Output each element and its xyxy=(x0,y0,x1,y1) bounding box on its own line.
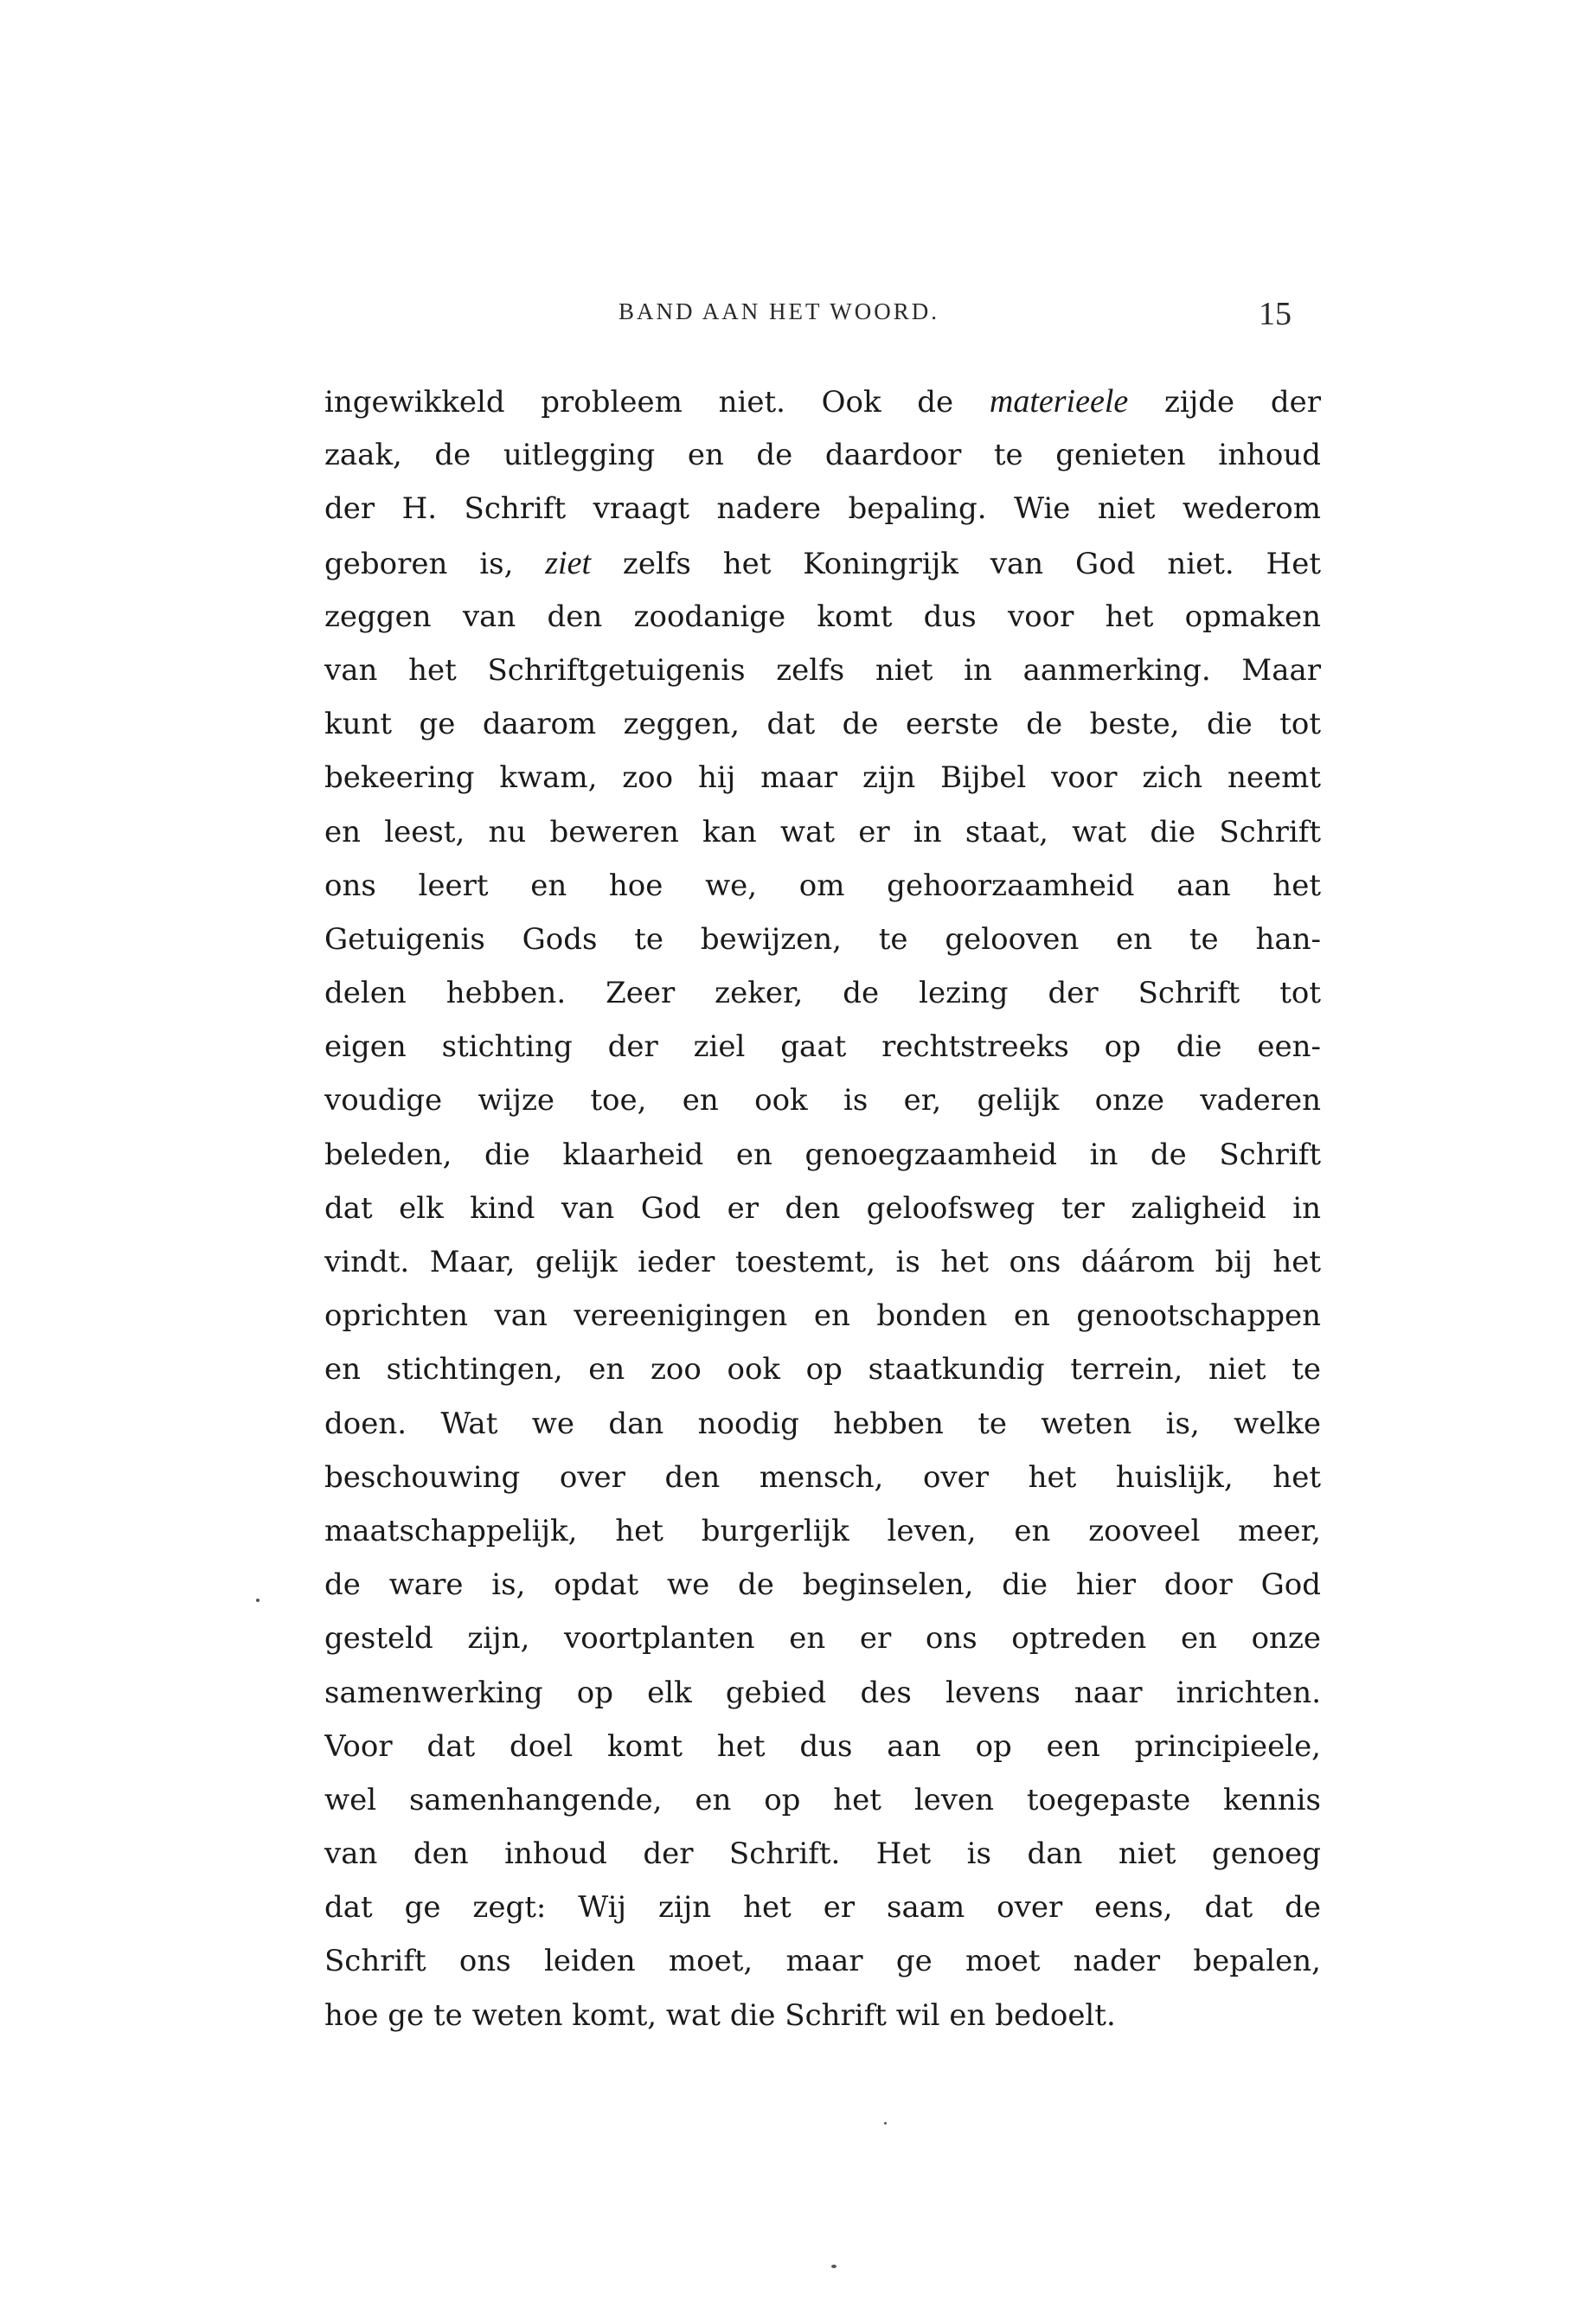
text-segment: dat ge zegt: Wij zijn het er saam over eens, dat de xyxy=(324,1890,1321,1926)
scan-speck xyxy=(256,1599,260,1602)
text-segment: ons leert en hoe we, om gehoorzaamheid aan het xyxy=(324,868,1321,903)
text-line xyxy=(324,482,1321,535)
text-line xyxy=(324,1558,1321,1612)
text-segment: eigen stichting der ziel gaat rechtstreeks op die een- xyxy=(324,1029,1321,1065)
text-segment: beschouwing over den mensch, over het huislijk, het xyxy=(324,1459,1321,1495)
scan-speck xyxy=(884,2122,887,2125)
italic-word: ziet xyxy=(545,544,592,581)
text-segment: zelfs het Koningrijk van God niet. Het xyxy=(591,546,1321,581)
text-line xyxy=(324,644,1321,697)
text-line xyxy=(324,1934,1321,1988)
text-line xyxy=(324,1827,1321,1881)
text-line xyxy=(324,1720,1321,1773)
text-segment: wel samenhangende, en op het leven toegepaste kennis xyxy=(324,1782,1321,1817)
text-segment: geboren is, xyxy=(324,546,546,581)
text-line xyxy=(324,1020,1321,1074)
text-segment: dat elk kind van God er den geloofsweg ter zaligheid in xyxy=(324,1190,1321,1226)
text-segment: van den inhoud der Schrift. Het is dan niet genoeg xyxy=(324,1836,1321,1872)
text-segment: de ware is, opdat we de beginselen, die hier door God xyxy=(324,1567,1321,1603)
text-segment: Getuigenis Gods te bewijzen, te gelooven en te han- xyxy=(324,921,1321,957)
text-segment: maatschappelijk, het burgerlijk leven, en zooveel meer, xyxy=(324,1513,1321,1548)
text-line xyxy=(324,1504,1321,1558)
text-segment: bekeering kwam, zoo hij maar zijn Bijbel voor zich neemt xyxy=(324,760,1321,796)
text-segment: beleden, die klaarheid en genoegzaamheid in de Schrift xyxy=(324,1137,1321,1172)
text-segment: gesteld zijn, voortplanten en er ons optreden en onze xyxy=(324,1621,1321,1657)
text-segment: van het Schriftgetuigenis zelfs niet in aanmerking. Maar xyxy=(324,652,1321,688)
text-segment: zeggen van den zoodanige komt dus voor het opmaken xyxy=(324,599,1321,634)
text-segment: zijde der xyxy=(1128,385,1321,420)
text-line xyxy=(324,1235,1321,1289)
text-line xyxy=(324,590,1321,644)
text-segment: ingewikkeld probleem niet. Ook de xyxy=(324,385,990,420)
body-text xyxy=(324,375,1321,2042)
text-line xyxy=(324,913,1321,966)
text-line xyxy=(324,375,1321,428)
page-number: 15 xyxy=(1259,296,1292,332)
italic-word: materieele xyxy=(989,383,1129,420)
text-segment: doen. Wat we dan noodig hebben te weten is, welke xyxy=(324,1406,1321,1441)
text-line xyxy=(324,1881,1321,1934)
text-line xyxy=(324,1397,1321,1451)
text-line xyxy=(324,751,1321,804)
text-line xyxy=(324,1289,1321,1343)
text-line xyxy=(324,1074,1321,1127)
text-line xyxy=(324,1666,1321,1720)
text-segment: Schrift ons leiden moet, maar ge moet nader bepalen, xyxy=(324,1944,1321,1979)
text-line xyxy=(324,966,1321,1020)
text-line xyxy=(324,697,1321,751)
text-line xyxy=(324,859,1321,913)
running-head xyxy=(0,298,1596,333)
scan-speck xyxy=(831,2265,836,2268)
text-segment: der H. Schrift vraagt nadere bepaling. Wie niet wederom xyxy=(324,491,1321,527)
text-line xyxy=(324,1451,1321,1504)
text-line xyxy=(324,1128,1321,1182)
text-line xyxy=(324,1343,1321,1396)
text-line xyxy=(324,1773,1321,1827)
text-line xyxy=(324,536,1321,590)
text-line xyxy=(324,805,1321,859)
text-segment: samenwerking op elk gebied des levens naar inrichten. xyxy=(324,1675,1321,1710)
text-line xyxy=(324,428,1321,482)
text-segment: Voor dat doel komt het dus aan op een principieele, xyxy=(324,1728,1321,1764)
text-segment: en leest, nu beweren kan wat er in staat, wat die Schrift xyxy=(324,814,1321,849)
text-segment: voudige wijze toe, en ook is er, gelijk onze vaderen xyxy=(324,1083,1321,1118)
text-line xyxy=(324,1612,1321,1665)
text-line xyxy=(324,1989,1321,2042)
text-segment: zaak, de uitlegging en de daardoor te genieten inhoud xyxy=(324,438,1321,473)
text-segment: kunt ge daarom zeggen, dat de eerste de beste, die tot xyxy=(324,707,1321,742)
text-segment: hoe ge te weten komt, wat die Schrift wil en bedoelt. xyxy=(324,1997,1116,2033)
text-segment: en stichtingen, en zoo ook op staatkundig terrein, niet te xyxy=(324,1352,1321,1388)
running-title: BAND AAN HET WOORD. xyxy=(619,298,940,324)
text-segment: vindt. Maar, gelijk ieder toestemt, is het ons dáárom bij het xyxy=(324,1245,1321,1279)
text-segment: delen hebben. Zeer zeker, de lezing der Schrift tot xyxy=(324,976,1321,1011)
text-segment: oprichten van vereenigingen en bonden en genootschappen xyxy=(324,1298,1321,1334)
text-line xyxy=(324,1182,1321,1235)
